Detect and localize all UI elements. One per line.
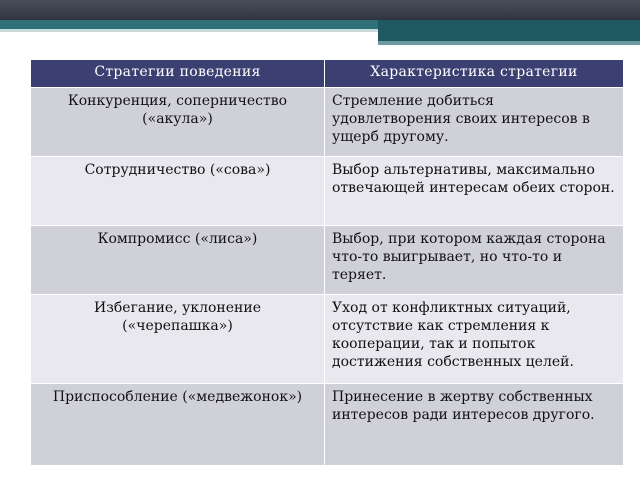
table-row <box>31 157 624 226</box>
description-cell: Выбор, при котором каждая сторона что-то выигрывает, но что-то и теряет. <box>325 226 624 295</box>
header-characteristics: Характеристика стратегии <box>325 60 624 88</box>
slide-top-bar <box>0 0 640 20</box>
description-cell: Выбор альтернативы, максимально отвечающей интересам обеих сторон. <box>325 157 624 226</box>
strategy-cell: Приспособление («медвежонок») <box>31 384 325 466</box>
table-row <box>31 226 624 295</box>
table-row <box>31 384 624 466</box>
description-cell: Принесение в жертву собственных интересов ради интересов другого. <box>325 384 624 466</box>
description-cell: Уход от конфликтных ситуаций, отсутствие как стремления к кооперации, так и попыток достижения собственных целей. <box>325 295 624 384</box>
strategies-table <box>30 59 624 466</box>
table-header-row <box>31 60 624 88</box>
slide-accent-block <box>378 20 640 41</box>
strategy-cell: Компромисс («лиса») <box>31 226 325 295</box>
table-row <box>31 88 624 157</box>
strategy-cell: Избегание, уклонение («черепашка») <box>31 295 325 384</box>
slide-accent-underline <box>378 41 640 45</box>
strategy-cell: Конкуренция, соперничество («акула») <box>31 88 325 157</box>
description-cell: Стремление добиться удовлетворения своих интересов в ущерб другому. <box>325 88 624 157</box>
table-row <box>31 295 624 384</box>
strategy-cell: Сотрудничество («сова») <box>31 157 325 226</box>
header-strategies: Стратегии поведения <box>31 60 325 88</box>
